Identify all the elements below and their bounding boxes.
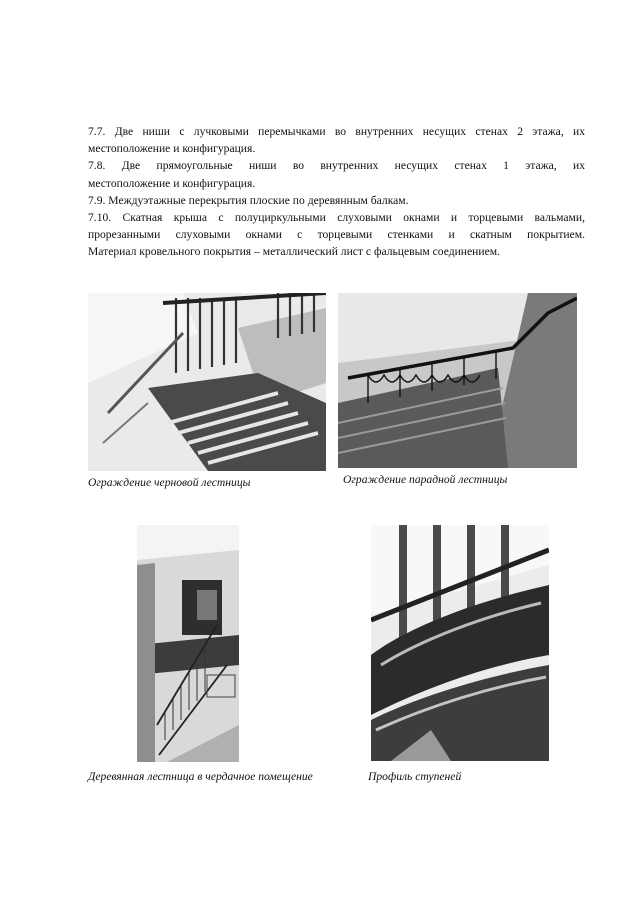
photo-service-staircase-railing: [88, 293, 326, 471]
paragraph-7-8-line-2: местоположение и конфигурация.: [88, 176, 256, 190]
body-text: [88, 123, 585, 261]
caption-main-staircase: Ограждение парадной лестницы: [343, 473, 508, 486]
caption-service-staircase: Ограждение черновой лестницы: [88, 476, 251, 489]
paragraph-7-7-line-1: 7.7. Две ниши с лучковыми перемычками во внутренних несущих стенах 2 этажа, их: [88, 125, 585, 138]
paragraph-7-10-line-2: прорезанными слуховыми окнами с торцевыми стенками и скатным покрытием.: [88, 228, 585, 242]
paragraph-7-10-line-1: 7.10. Скатная крыша с полуциркульными слуховыми окнами и торцевыми вальмами,: [88, 211, 585, 225]
caption-wooden-attic-stair: Деревянная лестница в чердачное помещение: [88, 770, 313, 783]
photo-step-profile: [371, 525, 549, 761]
paragraph-7-10-line-3: Материал кровельного покрытия – металлический лист с фальцевым соединением.: [88, 245, 500, 259]
paragraph-7-7-line-2: местоположение и конфигурация.: [88, 142, 256, 156]
photo-wooden-attic-stair: [137, 525, 239, 762]
paragraph-7-8-line-1: 7.8. Две прямоугольные ниши во внутренних несущих стенах 1 этажа, их: [88, 159, 585, 173]
caption-step-profile: Профиль ступеней: [368, 770, 462, 783]
photo-main-staircase-railing: [338, 293, 577, 468]
paragraph-7-9: 7.9. Междуэтажные перекрытия плоские по деревянным балкам.: [88, 193, 409, 207]
